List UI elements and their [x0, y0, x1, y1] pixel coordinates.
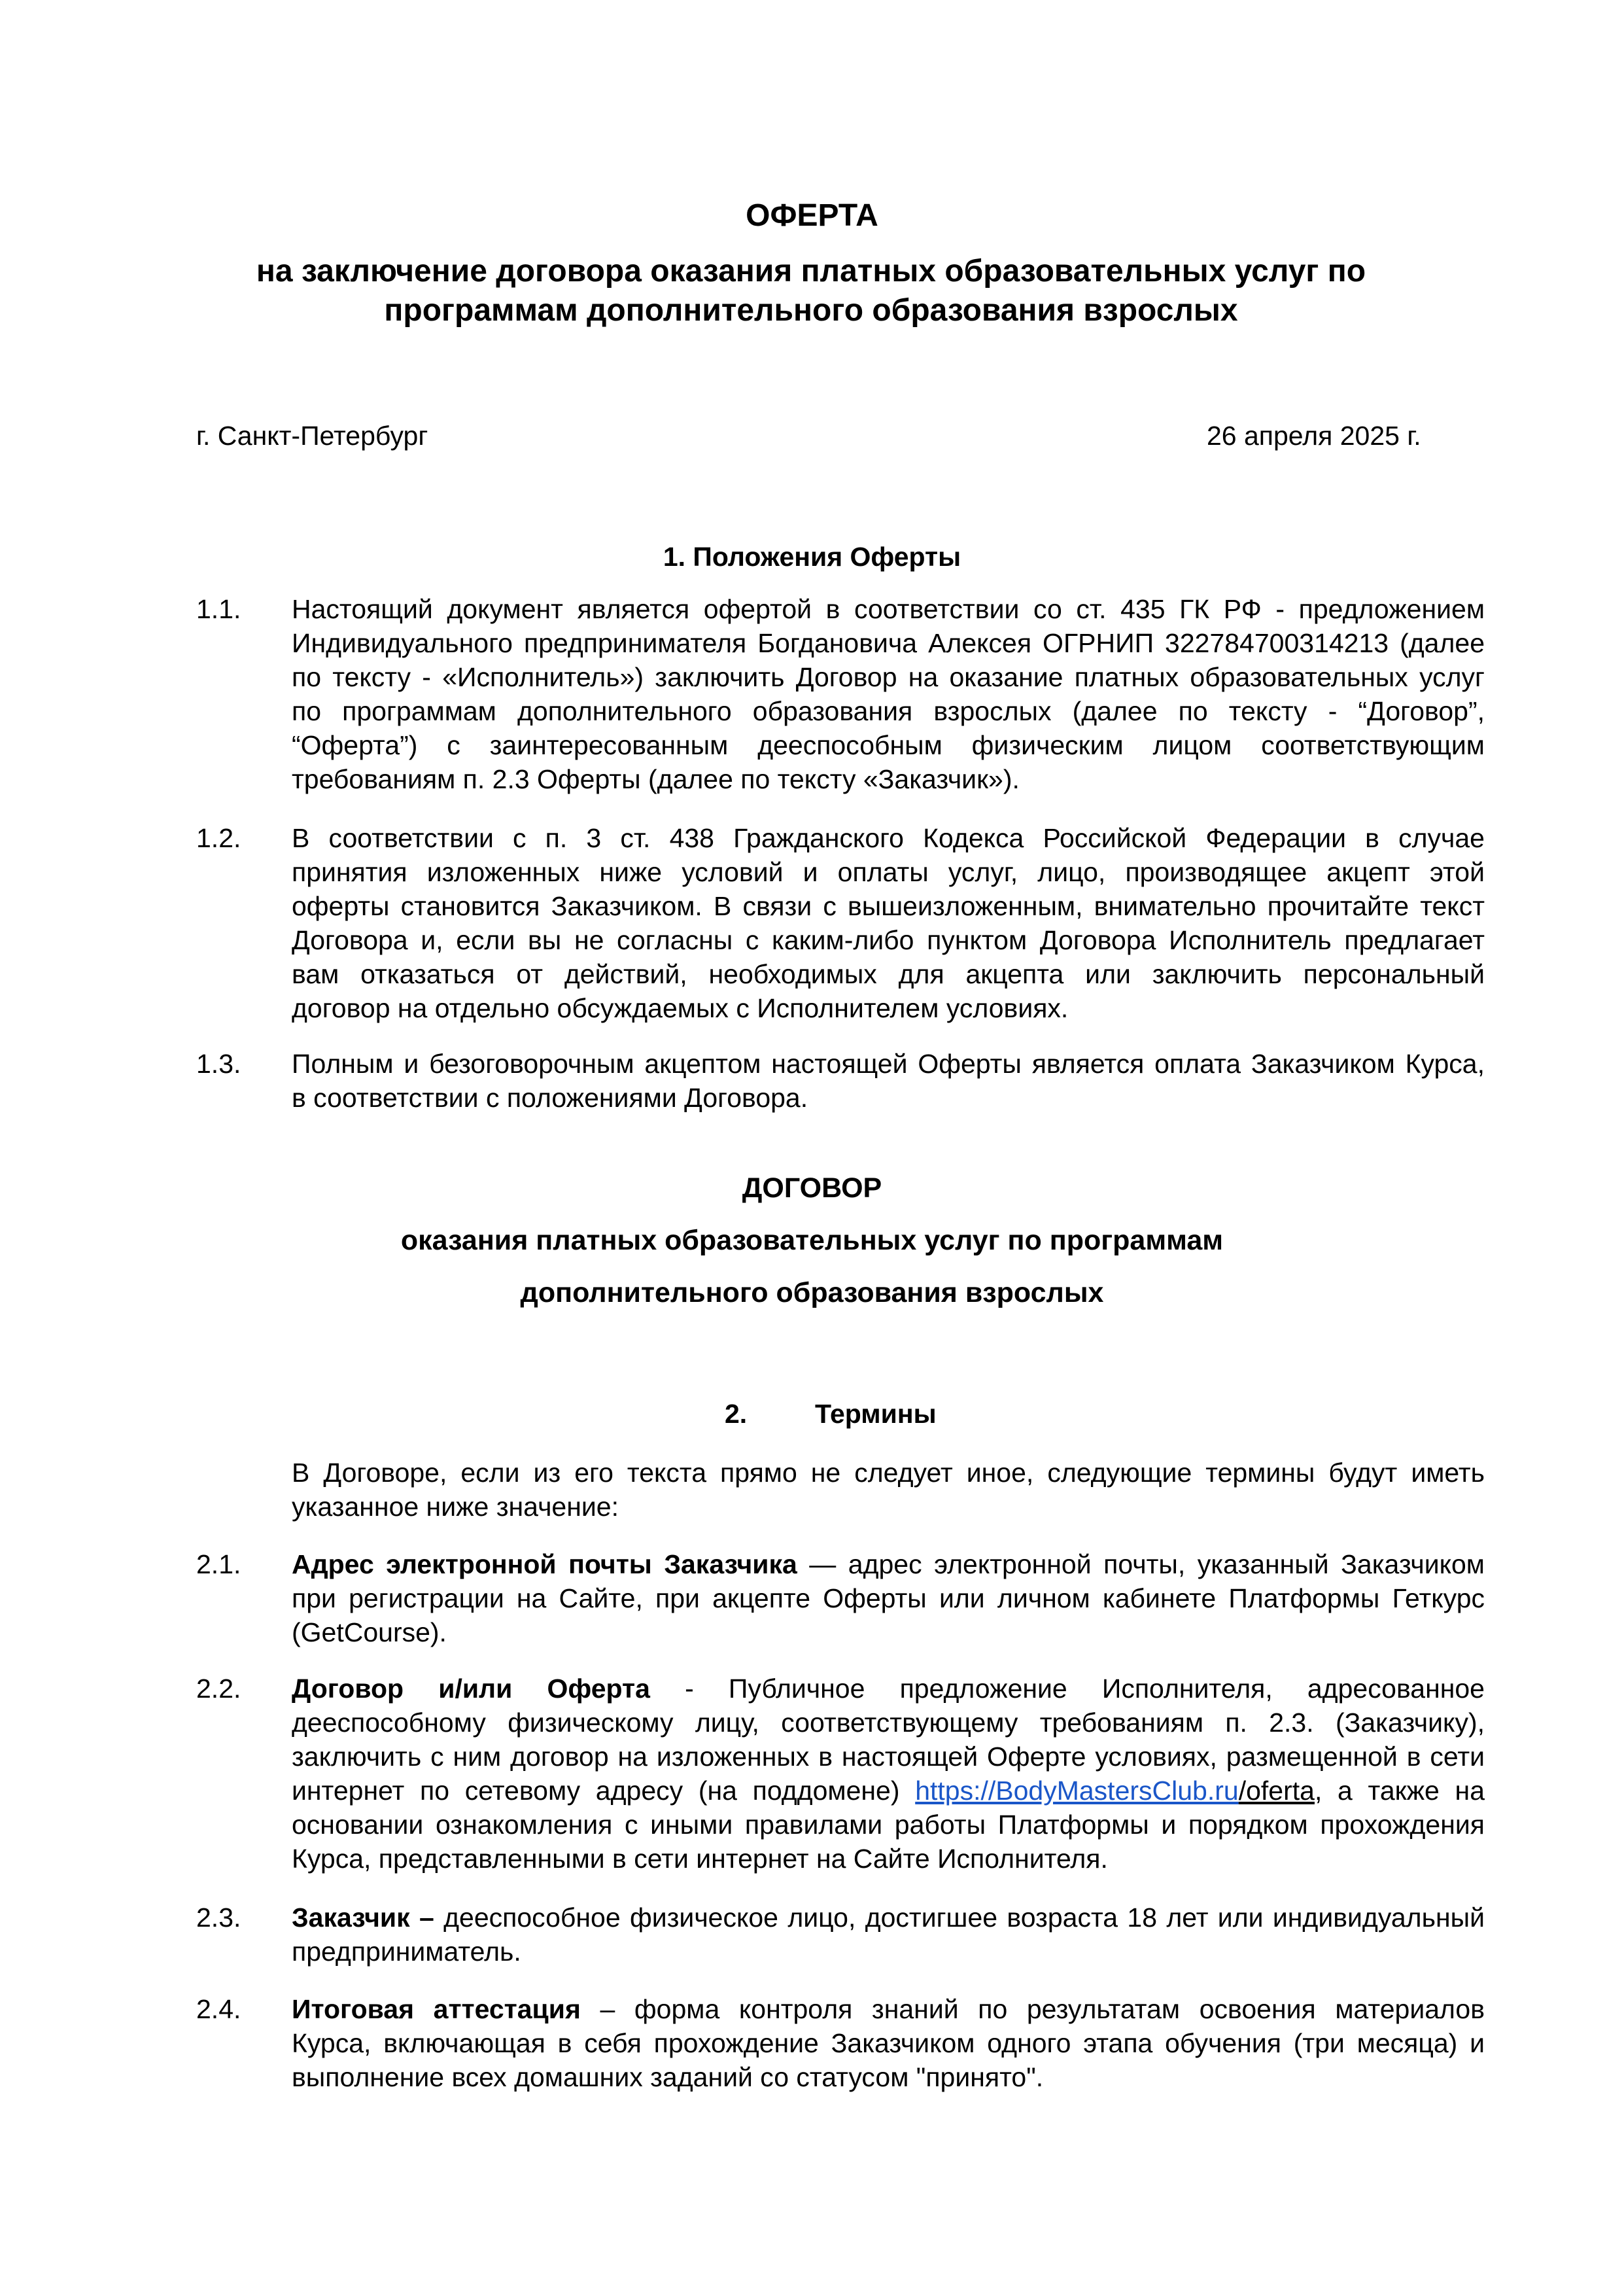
text-fragment: , а также на — [1314, 1776, 1485, 1806]
contract-title: ДОГОВОР — [742, 1172, 882, 1204]
text-line: Курса, включающая в себя прохождение Заказчиком одного этапа обучения (три месяца) и — [292, 2028, 1485, 2058]
section-title: Термины — [815, 1399, 937, 1429]
text-line — [292, 1774, 1485, 1808]
clause-text — [292, 592, 1485, 796]
section-2-heading — [725, 1397, 937, 1431]
text-line: в соответствии с положениями Договора. — [292, 1083, 808, 1113]
clause-number: 2.1. — [196, 1549, 241, 1579]
clause-number: 1.3. — [196, 1049, 241, 1079]
text-fragment: интернет по сетевому адресу (на поддомене) — [292, 1776, 916, 1806]
clause-text — [292, 1901, 1485, 1969]
text-line: вам отказаться от действий, необходимых для акцепта или заключить персональный — [292, 959, 1485, 989]
term-name: Заказчик – — [292, 1902, 434, 1933]
term-name: Договор и/или Оферта — [292, 1673, 650, 1704]
clause-text — [292, 1672, 1485, 1876]
term-definition: - Публичное предложение Исполнителя, адресованное — [649, 1673, 1485, 1704]
section-2-intro — [292, 1456, 1485, 1524]
offer-subtitle-line: программам дополнительного образования взрослых — [384, 293, 1238, 328]
text-line: дееспособному физическому лицу, соответствующему требованиям п. 2.3. (Заказчику), — [292, 1708, 1485, 1738]
clause-text — [292, 1547, 1485, 1649]
text-line: при регистрации на Сайте, при акцепте Оферты или личном кабинете Платформы Геткурс — [292, 1583, 1485, 1613]
text-line: оферты становится Заказчиком. В связи с вышеизложенным, внимательно прочитайте текст — [292, 891, 1485, 921]
text-line: выполнение всех домашних заданий со статусом "принято". — [292, 2062, 1044, 2092]
contract-subtitle-line: оказания платных образовательных услуг по программам — [400, 1225, 1224, 1256]
clause-text — [292, 1047, 1485, 1115]
text-line: Курса, представленными в сети интернет на Сайте Исполнителя. — [292, 1844, 1108, 1874]
offer-link[interactable]: https://BodyMastersClub.ru — [915, 1776, 1239, 1806]
term-definition: дееспособное физическое лицо, достигшее возраста 18 лет или индивидуальный — [434, 1902, 1485, 1933]
term-definition: — адрес электронной почты, указанный Заказчиком — [797, 1549, 1485, 1579]
clause-text — [292, 1992, 1485, 2094]
text-line — [292, 1547, 1485, 1581]
clause-number: 2.3. — [196, 1902, 241, 1933]
text-line: “Оферта”) с заинтересованным дееспособным физическим лицом соответствующим — [292, 730, 1485, 760]
offer-subtitle — [190, 252, 1432, 330]
text-line: Индивидуального предпринимателя Богдановича Алексея ОГРНИП 322784700314213 (далее — [292, 628, 1485, 658]
text-line: требованиям п. 2.3 Оферты (далее по тексту «Заказчик»). — [292, 764, 1020, 794]
text-line: предприниматель. — [292, 1936, 521, 1967]
section-1-heading: 1. Положения Оферты — [663, 542, 961, 572]
text-line: Договора и, если вы не согласны с каким-либо пунктом Договора Исполнитель предлагает — [292, 925, 1485, 955]
text-line — [292, 1672, 1485, 1706]
term-name: Итоговая аттестация — [292, 1994, 581, 2024]
text-line: В соответствии с п. 3 ст. 438 Гражданского Кодекса Российской Федерации в случае — [292, 823, 1485, 853]
clause-number: 1.1. — [196, 594, 241, 624]
offer-link-path[interactable]: /oferta — [1238, 1776, 1315, 1806]
clause-number: 2.2. — [196, 1673, 241, 1704]
text-line: В Договоре, если из его текста прямо не следует иное, следующие термины будут иметь — [292, 1458, 1485, 1488]
text-line: (GetCourse). — [292, 1617, 447, 1647]
term-name: Адрес электронной почты Заказчика — [292, 1549, 797, 1579]
term-definition: – форма контроля знаний по результатам освоения материалов — [580, 1994, 1485, 2024]
contract-subtitle-line: дополнительного образования взрослых — [520, 1277, 1104, 1308]
text-line: договор на отдельно обсуждаемых с Исполнителем условиях. — [292, 993, 1069, 1023]
text-line: по тексту - «Исполнитель») заключить Договор на оказание платных образовательных услуг — [292, 662, 1485, 692]
text-line — [292, 1992, 1485, 2026]
text-line: Настоящий документ является офертой в соответствии со ст. 435 ГК РФ - предложением — [292, 594, 1485, 624]
text-line: основании ознакомления с иными правилами работы Платформы и порядком прохождения — [292, 1810, 1485, 1840]
text-line: по программам дополнительного образования взрослых (далее по тексту - “Договор”, — [292, 696, 1485, 726]
text-line: принятия изложенных ниже условий и оплаты услуг, лицо, производящее акцепт этой — [292, 857, 1485, 887]
text-line — [292, 1901, 1485, 1935]
document-date: 26 апреля 2025 г. — [1207, 421, 1421, 451]
offer-subtitle-line: на заключение договора оказания платных образовательных услуг по — [256, 254, 1366, 289]
clause-number: 1.2. — [196, 823, 241, 853]
city: г. Санкт-Петербург — [196, 421, 428, 451]
section-number: 2. — [725, 1399, 748, 1429]
offer-title: ОФЕРТА — [746, 198, 878, 233]
clause-text — [292, 821, 1485, 1025]
text-line: заключить с ним договор на изложенных в настоящей Оферте условиях, размещенной в сети — [292, 1742, 1485, 1772]
clause-number: 2.4. — [196, 1994, 241, 2024]
text-line: Полным и безоговорочным акцептом настоящей Оферты является оплата Заказчиком Курса, — [292, 1049, 1485, 1079]
text-line: указанное ниже значение: — [292, 1492, 619, 1522]
